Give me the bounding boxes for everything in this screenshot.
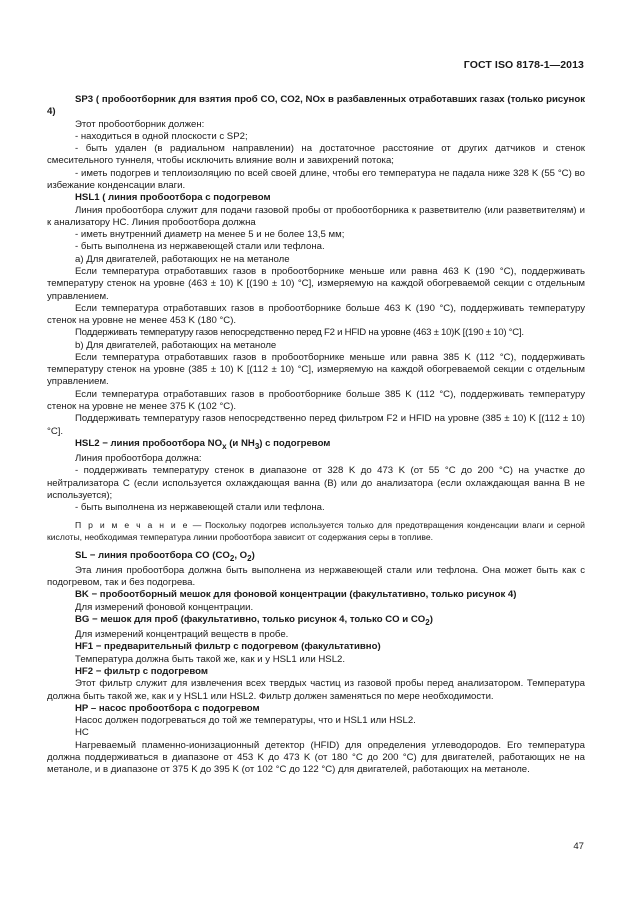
list-item: - быть выполнена из нержавеющей стали или тефлона. xyxy=(75,241,325,253)
heading-hf2: HF2 − фильтр с подогревом xyxy=(75,666,208,677)
paragraph: Линия пробоотбора должна: xyxy=(75,453,202,465)
paragraph: Этот пробоотборник должен: xyxy=(75,118,205,130)
subheading: b) Для двигателей, работающих на метаноле xyxy=(75,339,277,351)
paragraph: Поддерживать температуру газов непосредственно перед фильтром F2 и HFID на уровне (385 ± 10) K [(112 ± 10) °C]. xyxy=(47,413,585,437)
heading-hf1: HF1 − предварительный фильтр с подогревом (факультативно) xyxy=(75,641,381,653)
document-body xyxy=(47,94,585,777)
page-number: 47 xyxy=(573,841,584,852)
note-label: П р и м е ч а н и е xyxy=(75,520,190,531)
subheading: a) Для двигателей, работающих не на метаноле xyxy=(75,253,290,265)
heading-sp3: SP3 ( пробоотборник для взятия проб CO, CO2, NOx в разбавленных отработавших газах (только рисунок 4) xyxy=(47,94,585,118)
paragraph: Для измерений фоновой концентрации. xyxy=(75,601,254,613)
paragraph: Насос должен подогреваться до той же температуры, что и HSL1 или HSL2. xyxy=(75,715,416,727)
heading-hp: HP – насос пробоотбора с подогревом xyxy=(75,702,260,714)
document-header: ГОСТ ISO 8178-1—2013 xyxy=(463,59,584,71)
heading-hsl1: HSL1 ( линия пробоотбора с подогревом xyxy=(75,192,271,204)
note xyxy=(47,520,585,543)
heading-hc: HC xyxy=(75,727,89,739)
heading-bk: BK − пробоотборный мешок для фоновой концентрации (факультативно, только рисунок 4) xyxy=(75,589,517,601)
paragraph: Если температура отработавших газов в пробоотборнике больше 463 K (190 °C), поддерживать температуру стенок на уровне не менее 453 K (180 °C). xyxy=(47,302,585,327)
note-text: — Поскольку подогрев используется только для предотвращения конденсации влаги и серной кислоты, необходимая температура линии пробоотбора зависит от содержания серы в топливе. xyxy=(47,520,585,543)
list-item: - поддерживать температуру стенок в диапазоне от 328 K до 473 K (от 55 °C до 200 °C) на участке до нейтрализатора C (если используется охлаждающая ванна (B) или до анализатора (если охлаждающая ванна B не используется); xyxy=(47,465,585,501)
paragraph: Этот фильтр служит для извлечения всех твердых частиц из газовой пробы перед анализатором. Температура должна быть такой же, как и у HSL1 или HSL2. Фильтр должен заменяться по мере необходимости. xyxy=(47,678,585,702)
heading-hsl2: HSL2 − линия пробоотбора $NO_x$ (и $NH_3$) с подогревом xyxy=(75,437,331,451)
heading-sl: SL − линия пробоотбора CO ($CO_2$, $O_2$) xyxy=(75,549,255,563)
paragraph: Если температура отработавших газов в пробоотборнике меньше или равна 463 K (190 °C), поддерживать температуру стенок на уровне (463 ± 10) K [(190 ± 10) °C], измеряемую на каждой обогреваемой секции с отдельным управлением. xyxy=(47,265,585,302)
heading-bg: BG − мешок для проб (факультативно, только рисунок 4, только CO и $CO_2$) xyxy=(75,613,433,627)
list-item: - быть выполнена из нержавеющей стали или тефлона. xyxy=(75,502,325,514)
list-item: - быть удален (в радиальном направлении) на достаточное расстояние от других датчиков и стенок смесительного туннеля, чтобы исключить влияние волн и завихрений потока; xyxy=(47,143,585,167)
paragraph: Если температура отработавших газов в пробоотборнике больше 385 K (112 °C), поддерживать температуру стенок на уровне не менее 375 K (102 °C). xyxy=(47,388,585,413)
list-item: - иметь внутренний диаметр на менее 5 и не более 13,5 мм; xyxy=(75,229,345,241)
paragraph: Линия пробоотбора служит для подачи газовой пробы от пробоотборника к разветвителю (или разветвителям) и к анализатору HC. Линия пробоотбора должна xyxy=(47,204,585,228)
paragraph: Нагреваемый пламенно-ионизационный детектор (HFID) для определения углеводородов. Его температура должна поддерживаться в диапазоне от 453 K до 473 K (от 180 °C до 200 °C) для двигателей, работающих не на метаноле, и в диапазоне от 375 K до 395 K (от 102 °C до 122 °C) для двигателей, работающих на метаноле. xyxy=(47,739,585,776)
paragraph: Поддерживать температуру газов непосредственно перед F2 и HFID на уровне (463 ± 10)K [(190 ± 10) °C]. xyxy=(75,327,524,339)
list-item: - иметь подогрев и теплоизоляцию по всей своей длине, чтобы его температура не падала ниже 328 K (55 °C) во избежание конденсации влаги. xyxy=(47,167,585,191)
paragraph: Для измерений концентраций веществ в пробе. xyxy=(75,629,289,641)
list-item: - находиться в одной плоскости с SP2; xyxy=(75,130,248,142)
paragraph: Температура должна быть такой же, как и у HSL1 или HSL2. xyxy=(75,653,346,665)
paragraph: Если температура отработавших газов в пробоотборнике меньше или равна 385 K (112 °C), поддерживать температуру стенок на уровне (385 ± 10) K [(112 ± 10) °C], измеряемую на каждой обогреваемой секции с отдельным управлением. xyxy=(47,351,585,388)
paragraph: Эта линия пробоотбора должна быть выполнена из нержавеющей стали или тефлона. Она может быть как с подогревом, так и без подогрева. xyxy=(47,564,585,589)
